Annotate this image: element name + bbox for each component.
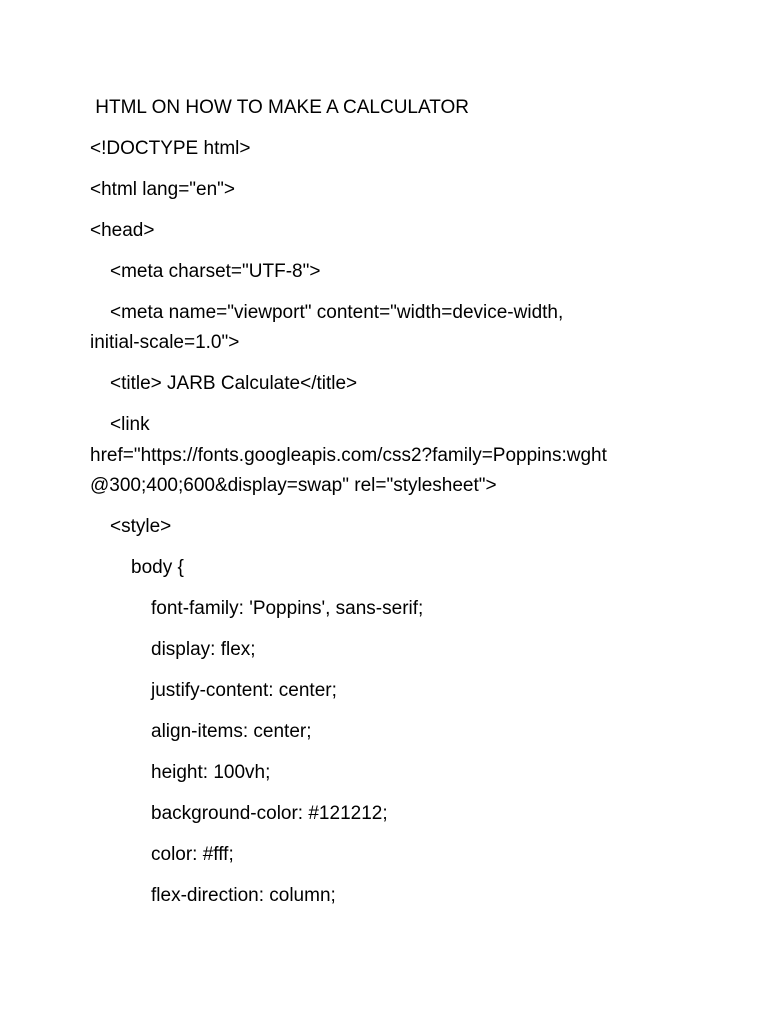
code-line-body-selector: body { [131,557,184,578]
code-line-link-href-cont: @300;400;600&display=swap" rel="stylesheet"> [90,475,497,496]
code-line-font-family: font-family: 'Poppins', sans-serif; [151,598,424,619]
document-title: HTML ON HOW TO MAKE A CALCULATOR [90,97,470,118]
code-line-doctype: <!DOCTYPE html> [90,138,251,159]
code-line-color: color: #fff; [151,844,234,865]
code-line-meta-viewport: <meta name="viewport" content="width=device-width, [110,302,564,323]
code-line-meta-charset: <meta charset="UTF-8"> [110,261,321,282]
code-line-head-open: <head> [90,220,155,241]
code-line-link: <link [110,414,150,435]
code-line-height: height: 100vh; [151,762,271,783]
code-line-display: display: flex; [151,639,256,660]
code-line-justify-content: justify-content: center; [151,680,337,701]
code-line-link-href: href="https://fonts.googleapis.com/css2?family=Poppins:wght [90,445,607,466]
code-line-meta-viewport-cont: initial-scale=1.0"> [90,332,240,353]
code-line-title: <title> JARB Calculate</title> [110,373,358,394]
code-line-align-items: align-items: center; [151,721,312,742]
code-line-flex-direction: flex-direction: column; [151,885,336,906]
code-line-html-open: <html lang="en"> [90,179,236,200]
code-line-style-open: <style> [110,516,172,537]
code-line-background-color: background-color: #121212; [151,803,388,824]
